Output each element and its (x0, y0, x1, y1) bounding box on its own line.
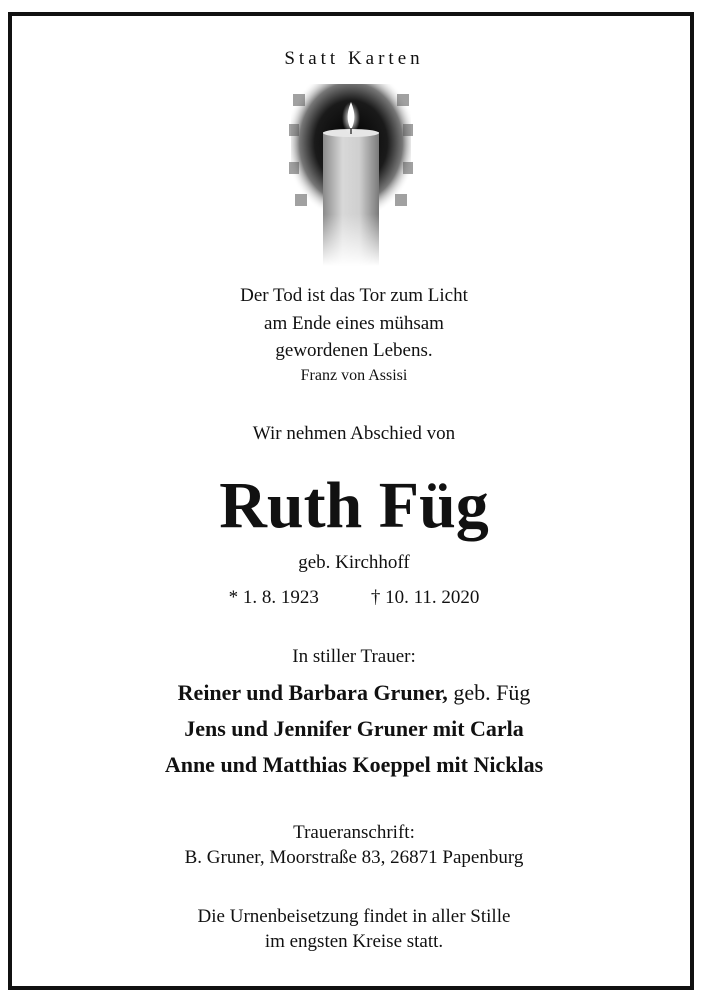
mourner-family (0, 752, 708, 778)
burial-notice-line: im engsten Kreise statt. (264, 931, 444, 952)
deceased-name: Ruth Füg (219, 469, 489, 542)
mourner-family (0, 716, 708, 742)
quote-line: gewordenen Lebens. (275, 340, 433, 361)
mourner-family (0, 680, 708, 706)
quote-line: am Ende eines mühsam (264, 313, 444, 334)
header-statt-karten: Statt Karten (284, 48, 424, 69)
mourner-names: Jens und Jennifer Gruner mit Carla (184, 716, 524, 741)
farewell-intro: Wir nehmen Abschied von (252, 423, 456, 444)
maiden-name: geb. Kirchhoff (298, 552, 410, 573)
death-date: † 10. 11. 2020 (370, 587, 480, 608)
life-dates (0, 587, 708, 609)
mourning-address: B. Gruner, Moorstraße 83, 26871 Papenburg (184, 847, 524, 868)
mourner-names: Anne und Matthias Koeppel mit Nicklas (164, 752, 544, 777)
mourner-names: Reiner und Barbara Gruner, (177, 680, 448, 705)
quote-line: Der Tod ist das Tor zum Licht (240, 285, 468, 306)
birth-date: * 1. 8. 1923 (228, 587, 319, 608)
burial-notice-line: Die Urnenbeisetzung findet in aller Stille (197, 906, 511, 927)
address-label: Traueranschrift: (293, 822, 415, 843)
candle-icon (289, 84, 413, 266)
mourners-heading: In stiller Trauer: (292, 646, 416, 667)
quote-author: Franz von Assisi (300, 367, 408, 384)
mourner-suffix: geb. Füg (447, 680, 531, 705)
